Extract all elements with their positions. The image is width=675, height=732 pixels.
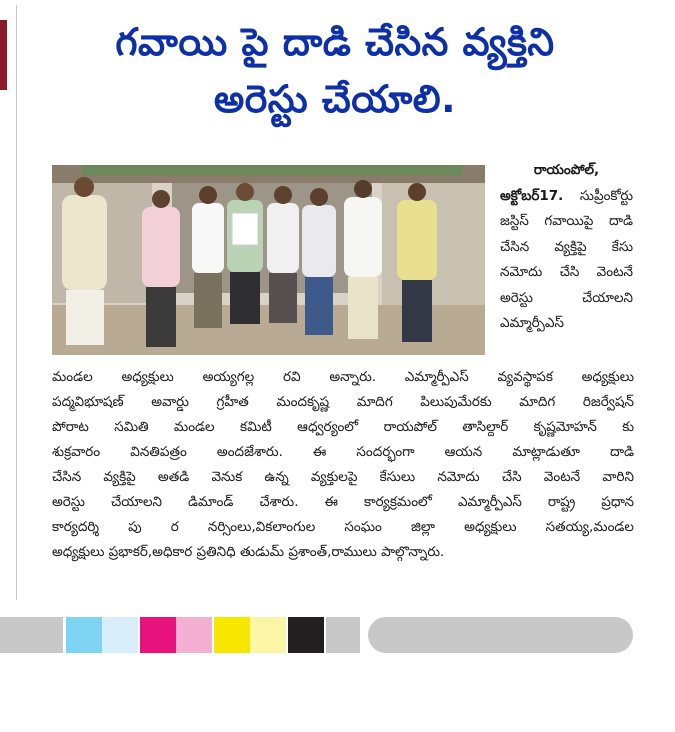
group-photo-illustration [52, 165, 485, 355]
adjacent-column-edge [0, 0, 18, 600]
swatch-magenta [140, 617, 176, 653]
swatch-yellow [214, 617, 250, 653]
swatch-gray [0, 617, 63, 653]
body-line: అరెస్టు చేయాలని డిమాండ్ చేశారు. ఈ కార్యక్రమంలో ఎమ్మార్పీఎస్ రాష్ట్ర ప్రధాన [52, 494, 634, 510]
dateline-column [500, 158, 633, 337]
body-line: కార్యదర్శి పు ర నర్సింలు,వికలాంగుల సంఘం జిల్లా అధ్యక్షులు సతయ్య,మండల [52, 519, 634, 535]
headline-line-2: అరెస్టు చేయాలి. [213, 77, 457, 121]
print-color-bar [0, 617, 675, 653]
body-line: మండల అధ్యక్షులు అయ్యగల్ల రవి అన్నారు. ఎమ్మార్పీఎస్ వ్యవస్థాపక అధ్యక్షులు [52, 369, 634, 385]
adjacent-photo-fragment [0, 20, 7, 90]
body-line: చేసిన వ్యక్తిపై అతడి వెనుక ఉన్న వ్యక్తులపై కేసులు నమోదు చేసి వెంటనే వారిని [52, 469, 634, 485]
swatch-cyan [66, 617, 102, 653]
cropped-text-fragment [40, 0, 600, 6]
lead-text: సుప్రీంకోర్టు జస్టిస్ గవాయిపై దాడి చేసిన వ్యక్తిపై కేసు నమోదు చేసి వెంటనే అరెస్టు చేయాలని ఎమ్మార్పీఎస్ [500, 187, 633, 331]
swatch-light-cyan [102, 617, 138, 653]
body-line: పోరాట సమితి మండల కమిటీ ఆధ్వర్యంలో రాయపోల్ తాసిల్దార్ కృష్ణమోహన్ కు [52, 419, 634, 435]
swatch-gray-end [326, 617, 360, 653]
column-divider [16, 5, 17, 600]
dateline-date: అక్టోబర్17. [500, 187, 564, 204]
swatch-light-magenta [176, 617, 212, 653]
body-line: అధ్యక్షులు ప్రభాకర్,అధికార ప్రతినిధి తుడుమ్ ప్రశాంత్,రాములు పాల్గొన్నారు. [52, 544, 445, 560]
headline [30, 14, 640, 128]
dateline-place: రాయంపోల్, [533, 162, 600, 178]
article-body [52, 365, 634, 565]
body-line: శుక్రవారం వినతిపత్రం అందజేశారు. ఈ సందర్భంగా ఆయన మాట్లాడుతూ దాడి [52, 444, 634, 460]
body-line: పద్మవిభూషణ్ అవార్డు గ్రహీత మందకృష్ణ మాదిగ పిలుపుమేరకు మాదిగ రిజర్వేషన్ [52, 394, 634, 410]
headline-line-1: గవాయి పై దాడి చేసిన వ్యక్తిని [115, 20, 555, 64]
swatch-light-yellow [250, 617, 286, 653]
swatch-black [288, 617, 324, 653]
news-photo [52, 165, 485, 355]
gray-pill-bar [368, 617, 633, 653]
